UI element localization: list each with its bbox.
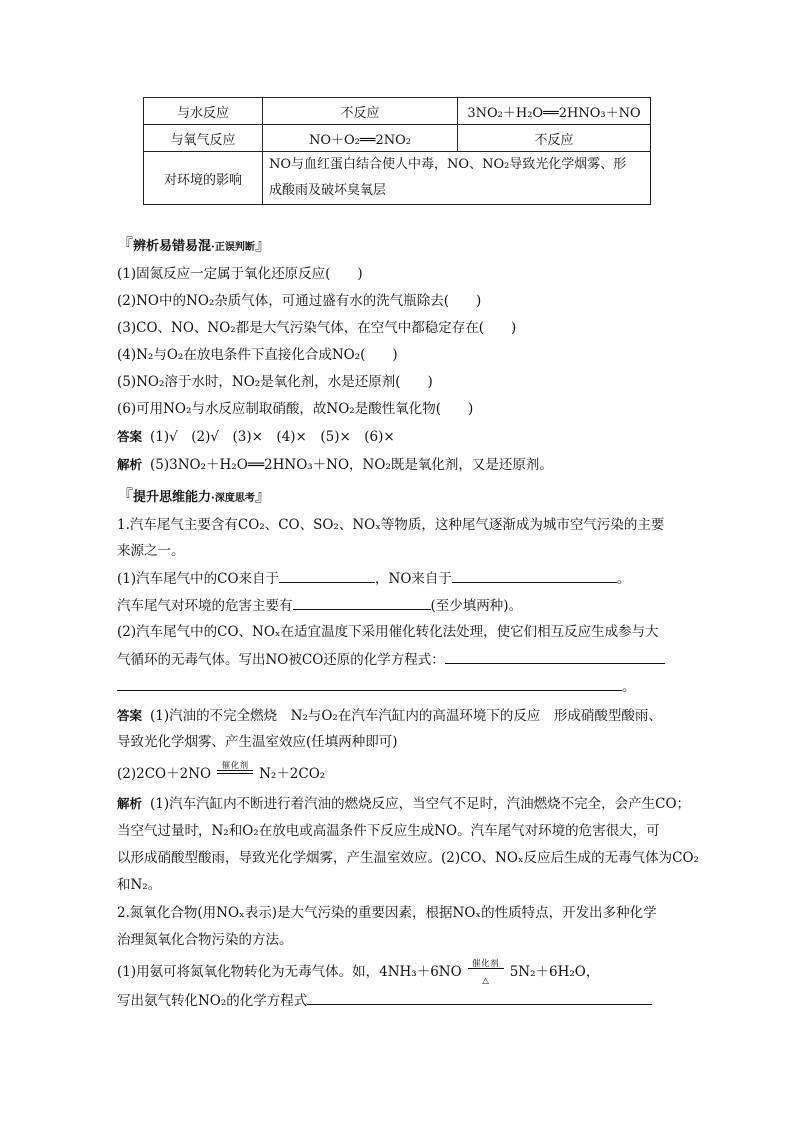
question-text: 。: [622, 679, 636, 695]
equation-right: N₂＋2CO₂: [259, 766, 326, 782]
question-fill-line: [117, 676, 636, 697]
judgement-item: (1)固氮反应一定属于氧化还原反应( ): [117, 266, 363, 282]
question-equation-line: [117, 959, 600, 986]
table-row: [144, 125, 651, 152]
no2-cell: 不反应: [458, 125, 651, 152]
analysis-text: (1)汽车汽缸内不断进行着汽油的燃烧反应，当空气不足时，汽油燃烧不完全，会产生CO；: [150, 796, 691, 812]
catalyst-arrow-icon: [215, 762, 255, 780]
question-text: 汽车尾气对环境的危害主要有: [117, 598, 293, 614]
question-text: (1)用氨可将氮氧化物转化为无毒气体。如，4NH₃＋6NO: [117, 964, 462, 980]
row-label: 与氧气反应: [144, 125, 263, 152]
answer-equation: [117, 762, 325, 784]
analysis-text: 以形成硝酸型酸雨，导致光化学烟雾，产生温室效应。(2)CO、NOₓ反应后生成的无毒气体为CO₂: [117, 850, 699, 866]
analysis-line: [117, 455, 553, 475]
answer-text: (1)汽油的不完全燃烧 N₂与O₂在汽车汽缸内的高温环境下的反应 形成硝酸型酸雨、: [150, 708, 662, 724]
impact-line: 成酸雨及破坏臭氧层: [269, 183, 387, 198]
row-label: 与水反应: [144, 98, 263, 125]
analysis-label: 解析: [117, 457, 143, 472]
no-cell: NO＋O₂══2NO₂: [263, 125, 458, 152]
nitrogen-oxides-properties-table: [143, 97, 651, 205]
section-header-judgement: [117, 235, 271, 258]
catalyst-heat-arrow-icon: [466, 959, 506, 986]
section-tag: ·正误判断: [211, 242, 255, 253]
heat-symbol: △: [482, 976, 489, 986]
judgement-item: (4)N₂与O₂在放电条件下直接化合成NO₂( ): [117, 347, 398, 363]
equals-bar: [468, 968, 504, 969]
question-text: ，NO来自于: [375, 571, 452, 587]
table-row: [144, 152, 651, 205]
environment-impact-cell: [263, 152, 651, 205]
answer-blank[interactable]: [117, 676, 622, 691]
question-text: 。: [616, 571, 631, 587]
answer-line: [117, 427, 395, 447]
row-label: 对环境的影响: [144, 152, 263, 205]
answer-blank[interactable]: [307, 990, 652, 1005]
analysis-line: [117, 794, 690, 814]
bracket-close-icon: 』: [254, 235, 271, 254]
answer-blank[interactable]: [293, 595, 431, 610]
analysis-text: (5)3NO₂＋H₂O══2HNO₃＋NO，NO₂既是氧化剂，又是还原剂。: [150, 457, 553, 473]
question-fill-line: [117, 595, 522, 616]
table-row: [144, 98, 651, 125]
equals-bar: [217, 770, 253, 771]
catalyst-label: 催化剂: [221, 761, 249, 771]
answer-label: 答案: [117, 708, 143, 723]
question-fill-line: [117, 990, 652, 1011]
question-text: 1.汽车尾气主要含有CO₂、CO、SO₂、NOₓ等物质，这种尾气逐渐成为城市空气污染的主要: [117, 517, 665, 533]
bracket-open-icon: 『: [117, 235, 134, 254]
question-text: 2.氮氧化合物(用NOₓ表示)是大气污染的重要因素，根据NOₓ的性质特点，开发出多种化学: [117, 905, 657, 921]
question-fill-line: [117, 649, 665, 670]
section-header-thinking: [117, 486, 271, 509]
question-text: (1)汽车尾气中的CO来自于: [117, 571, 280, 587]
equation-left: (2)2CO＋2NO: [117, 766, 212, 782]
judgement-item: (5)NO₂溶于水时，NO₂是氧化剂，水是还原剂( ): [117, 374, 433, 390]
answer-blank[interactable]: [279, 568, 375, 583]
analysis-text: 当空气过量时，N₂和O₂在放电或高温条件下反应生成NO。汽车尾气对环境的危害很大，可: [117, 823, 660, 839]
question-text: (至少填两种)。: [430, 598, 523, 614]
bracket-open-icon: 『: [117, 486, 134, 505]
question-text: 5N₂＋6H₂O，: [509, 964, 600, 980]
question-text: 治理氮氧化合物污染的方法。: [117, 932, 293, 948]
answer-label: 答案: [117, 429, 143, 444]
question-fill-line: [117, 568, 630, 589]
judgement-item: (3)CO、NO、NO₂都是大气污染气体，在空气中都稳定存在( ): [117, 320, 517, 336]
question-text: 气循环的无毒气体。写出NO被CO还原的化学方程式：: [117, 652, 445, 668]
analysis-label: 解析: [117, 796, 143, 811]
equals-bar: [217, 773, 253, 774]
no2-cell: 3NO₂＋H₂O══2HNO₃＋NO: [458, 98, 651, 125]
bracket-close-icon: 』: [254, 486, 271, 505]
no-cell: 不反应: [263, 98, 458, 125]
question-text: (2)汽车尾气中的CO、NOₓ在适宜温度下采用催化转化法处理，使它们相互反应生成参与大: [117, 624, 659, 640]
answer-blank[interactable]: [452, 568, 617, 583]
section-tag: ·深度思考: [211, 493, 255, 504]
answer-text: (1)√ (2)√ (3)× (4)× (5)× (6)×: [150, 429, 395, 445]
question-text: 写出氨气转化NO₂的化学方程式: [117, 993, 308, 1009]
question-text: 来源之一。: [117, 543, 185, 559]
judgement-item: (2)NO中的NO₂杂质气体，可通过盛有水的洗气瓶除去( ): [117, 293, 482, 309]
section-title: 提升思维能力: [133, 490, 212, 505]
answer-line: [117, 706, 662, 726]
answer-blank[interactable]: [445, 649, 665, 664]
impact-line: NO与血红蛋白结合使人中毒，NO、NO₂导致光化学烟雾、形: [269, 157, 627, 172]
section-title: 辨析易错易混: [133, 239, 212, 254]
catalyst-label: 催化剂: [472, 959, 500, 969]
judgement-item: (6)可用NO₂与水反应制取硝酸，故NO₂是酸性氧化物( ): [117, 401, 474, 417]
answer-text: 导致光化学烟雾、产生温室效应(任填两种即可): [117, 734, 398, 750]
analysis-text: 和N₂。: [117, 877, 162, 893]
